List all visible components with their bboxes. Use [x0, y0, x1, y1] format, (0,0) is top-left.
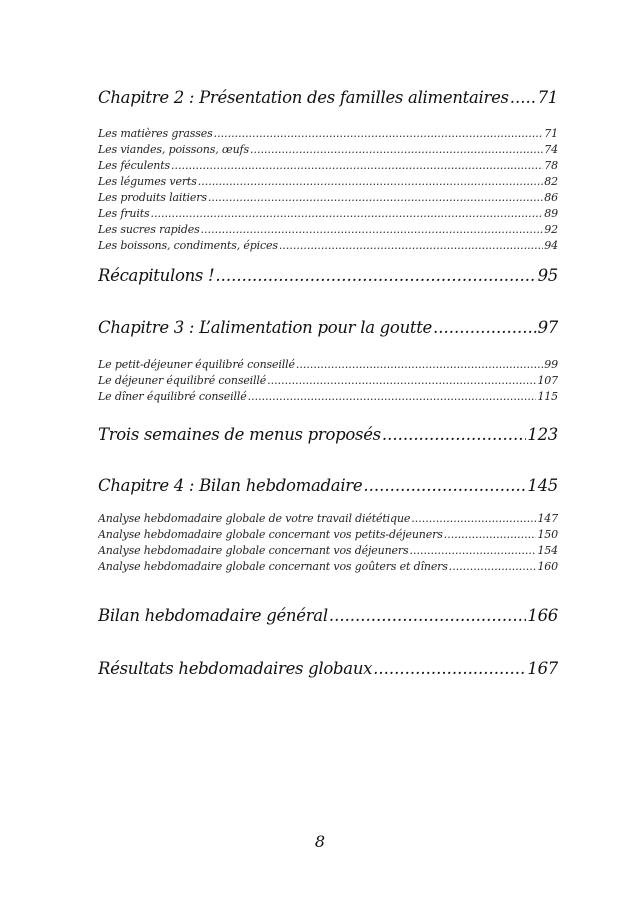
leader-dots — [433, 318, 537, 337]
toc-entry[interactable] — [98, 374, 558, 387]
toc-entry-label: Les légumes verts — [98, 175, 197, 188]
toc-entry[interactable] — [98, 358, 558, 371]
leader-dots — [510, 88, 537, 107]
toc-entry-label: Le petit-déjeuner équilibré conseillé — [98, 358, 295, 371]
toc-heading-label: Trois semaines de menus proposés — [98, 425, 381, 444]
leader-dots — [409, 544, 536, 557]
leader-dots — [373, 659, 526, 678]
toc-entry-label: Le dîner équilibré conseillé — [98, 390, 247, 403]
page-number: 8 — [314, 832, 326, 851]
toc-entry[interactable] — [98, 207, 558, 220]
toc-entry-label: Analyse hebdomadaire globale concernant vos goûters et dîners — [98, 560, 448, 573]
leader-dots — [382, 425, 527, 444]
toc-entry-label: Les produits laitiers — [98, 191, 207, 204]
toc-page-number: 145 — [527, 476, 558, 495]
leader-dots — [248, 390, 537, 403]
toc-heading-label: Chapitre 2 : Présentation des familles alimentaires — [98, 88, 509, 107]
toc-entry[interactable] — [98, 143, 558, 156]
toc-entry-label: Les sucres rapides — [98, 223, 200, 236]
toc-page-number: 107 — [537, 374, 558, 387]
toc-heading-label: Récapitulons ! — [98, 266, 215, 285]
leader-dots — [329, 606, 527, 625]
toc-heading-chapter-2[interactable] — [98, 88, 558, 107]
leader-dots — [444, 528, 537, 541]
toc-entry[interactable] — [98, 390, 558, 403]
leader-dots — [449, 560, 537, 573]
toc-entry-label: Le déjeuner équilibré conseillé — [98, 374, 267, 387]
toc-heading-chapter-4[interactable] — [98, 476, 558, 495]
toc-page-number: 86 — [544, 191, 558, 204]
leader-dots — [171, 159, 543, 172]
toc-heading-label: Chapitre 4 : Bilan hebdomadaire — [98, 476, 363, 495]
toc-entry[interactable] — [98, 191, 558, 204]
toc-page-number: 92 — [544, 223, 558, 236]
leader-dots — [279, 239, 543, 252]
toc-page-number: 74 — [544, 143, 558, 156]
toc-page-number: 123 — [527, 425, 558, 444]
toc-entry[interactable] — [98, 175, 558, 188]
toc-entry[interactable] — [98, 127, 558, 140]
toc-heading-menus[interactable] — [98, 425, 558, 444]
toc-entry-label: Les boissons, condiments, épices — [98, 239, 278, 252]
toc-heading-resultats[interactable] — [98, 659, 558, 678]
toc-entry[interactable] — [98, 239, 558, 252]
toc-entry[interactable] — [98, 544, 558, 557]
leader-dots — [296, 358, 543, 371]
toc-page-number: 99 — [544, 358, 558, 371]
toc-page-number: 166 — [527, 606, 558, 625]
toc-entry-label: Les matières grasses — [98, 127, 213, 140]
leader-dots — [198, 175, 544, 188]
toc-page-number: 115 — [537, 390, 558, 403]
leader-dots — [363, 476, 526, 495]
leader-dots — [214, 127, 544, 140]
leader-dots — [267, 374, 536, 387]
toc-heading-label: Résultats hebdomadaires globaux — [98, 659, 373, 678]
toc-heading-recap[interactable] — [98, 266, 558, 285]
toc-page-number: 94 — [544, 239, 558, 252]
toc-page-number: 89 — [544, 207, 558, 220]
toc-heading-label: Bilan hebdomadaire général — [98, 606, 328, 625]
toc-entry[interactable] — [98, 159, 558, 172]
leader-dots — [411, 512, 536, 525]
toc-entry[interactable] — [98, 512, 558, 525]
toc-entry-label: Analyse hebdomadaire globale concernant vos petits-déjeuners — [98, 528, 443, 541]
toc-page-number: 150 — [537, 528, 558, 541]
toc-entry-label: Analyse hebdomadaire globale de votre travail diététique — [98, 512, 411, 525]
toc-entry-label: Les fruits — [98, 207, 150, 220]
toc-page-number: 95 — [537, 266, 558, 285]
toc-heading-bilan[interactable] — [98, 606, 558, 625]
toc-page-number: 82 — [544, 175, 558, 188]
leader-dots — [250, 143, 543, 156]
toc-page-number: 147 — [537, 512, 558, 525]
leader-dots — [150, 207, 543, 220]
toc-page-number: 167 — [527, 659, 558, 678]
toc-heading-chapter-3[interactable] — [98, 318, 558, 337]
toc-entry-label: Analyse hebdomadaire globale concernant vos déjeuners — [98, 544, 409, 557]
toc-page-number: 154 — [537, 544, 558, 557]
toc-page-number: 71 — [544, 127, 558, 140]
toc-entry-label: Les viandes, poissons, œufs — [98, 143, 249, 156]
toc-page-number: 78 — [544, 159, 558, 172]
toc-heading-label: Chapitre 3 : L’alimentation pour la goutte — [98, 318, 433, 337]
leader-dots — [215, 266, 536, 285]
leader-dots — [201, 223, 544, 236]
toc-entry[interactable] — [98, 223, 558, 236]
toc-entry[interactable] — [98, 560, 558, 573]
toc-page-number: 71 — [537, 88, 558, 107]
toc-entry[interactable] — [98, 528, 558, 541]
leader-dots — [208, 191, 543, 204]
toc-page-number: 97 — [537, 318, 558, 337]
toc-page-number: 160 — [537, 560, 558, 573]
toc-entry-label: Les féculents — [98, 159, 171, 172]
